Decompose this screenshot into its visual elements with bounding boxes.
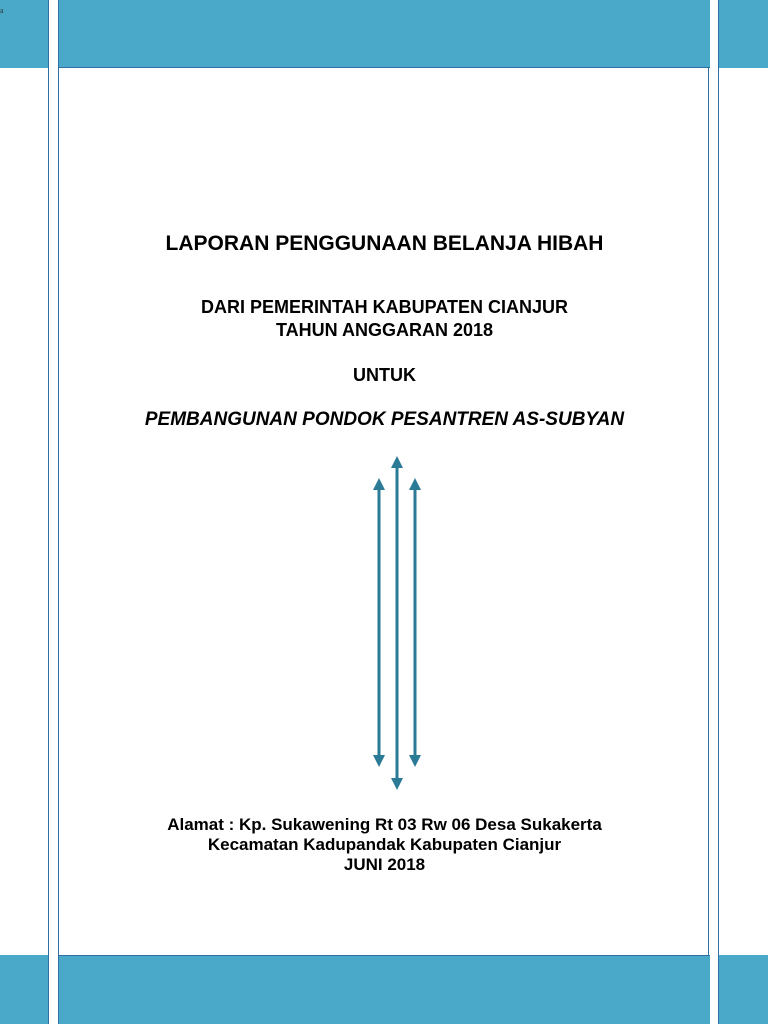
- corner-mark: a: [0, 6, 4, 15]
- right-page-top-band: [719, 0, 768, 68]
- left-page-bottom-band: [0, 955, 48, 1024]
- address-district: Kecamatan Kadupandak Kabupaten Cianjur: [207, 835, 562, 854]
- address-line: Alamat : Kp. Sukawening Rt 03 Rw 06 Desa Sukakerta: [167, 815, 602, 834]
- subtitle-fiscal-year: TAHUN ANGGARAN 2018: [275, 320, 494, 340]
- footer-band: [59, 955, 710, 1024]
- cover-page: [58, 0, 709, 1024]
- right-page-edge: [718, 0, 719, 1024]
- left-page-edge: [48, 0, 49, 1024]
- double-arrow-icon: [373, 478, 385, 767]
- project-name: PEMBANGUNAN PONDOK PESANTREN AS-SUBYAN: [144, 409, 625, 430]
- double-arrow-icon: [391, 456, 403, 790]
- report-date: JUNI 2018: [343, 855, 426, 874]
- double-arrow-icon: [409, 478, 421, 767]
- subtitle-issuer: DARI PEMERINTAH KABUPATEN CIANJUR: [200, 297, 568, 317]
- left-page-top-band: [0, 0, 48, 68]
- for-label: UNTUK: [353, 365, 416, 385]
- report-title: LAPORAN PENGGUNAAN BELANJA HIBAH: [165, 232, 604, 255]
- right-page-bottom-band: [719, 955, 768, 1024]
